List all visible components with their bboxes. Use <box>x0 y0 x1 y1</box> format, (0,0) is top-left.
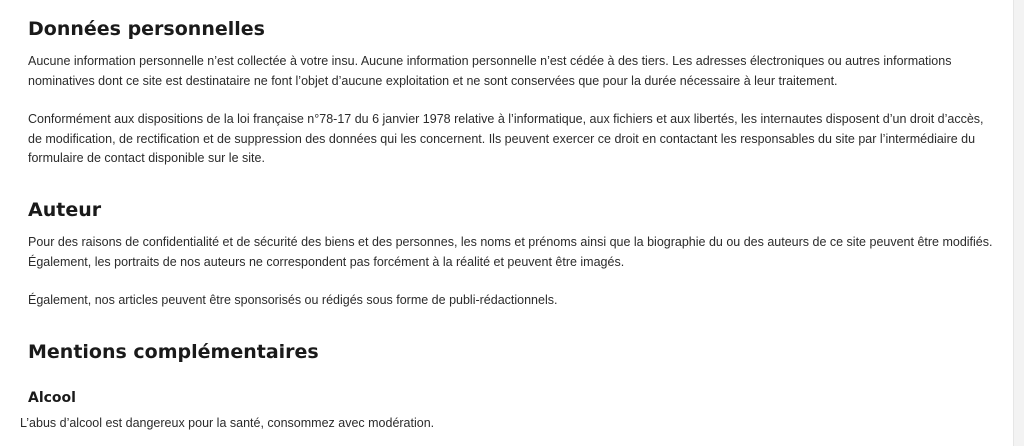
alcohol-paragraph: L’abus d’alcool est dangereux pour la santé, consommez avec modération. <box>20 416 435 430</box>
author-paragraph-1: Pour des raisons de confidentialité et de sécurité des biens et des personnes, les noms et prénoms ainsi que la biographie du ou des auteurs de ce site peuvent être modifiés. Également, les portraits de nos auteurs ne correspondent pas forcément à la réalité et peuvent être imagés. <box>28 235 993 269</box>
heading-alcohol: Alcool <box>28 390 76 406</box>
heading-additional-mentions: Mentions complémentaires <box>28 341 319 363</box>
personal-data-paragraph-1: Aucune information personnelle n’est collectée à votre insu. Aucune information personnelle n’est cédée à des tiers. Les adresses électroniques ou autres informations nominatives dont ce site est destinataire ne font l’objet d’aucune exploitation et ne sont conservées que pour la durée nécessaire à leur traitement. <box>28 54 952 88</box>
heading-author: Auteur <box>28 199 102 221</box>
heading-personal-data: Données personnelles <box>28 18 265 40</box>
personal-data-paragraph-2: Conformément aux dispositions de la loi française n°78-17 du 6 janvier 1978 relative à l’informatique, aux fichiers et aux libertés, les internautes disposent d’un droit d’accès, de modification, de rectification et de suppression des données qui les concernent. Ils peuvent exercer ce droit en contactant les responsables du site par l’intermédiaire du formulaire de contact disponible sur le site. <box>28 112 984 165</box>
scrollbar-track[interactable] <box>1013 0 1024 446</box>
author-paragraph-2: Également, nos articles peuvent être sponsorisés ou rédigés sous forme de publi-rédactionnels. <box>28 293 558 307</box>
